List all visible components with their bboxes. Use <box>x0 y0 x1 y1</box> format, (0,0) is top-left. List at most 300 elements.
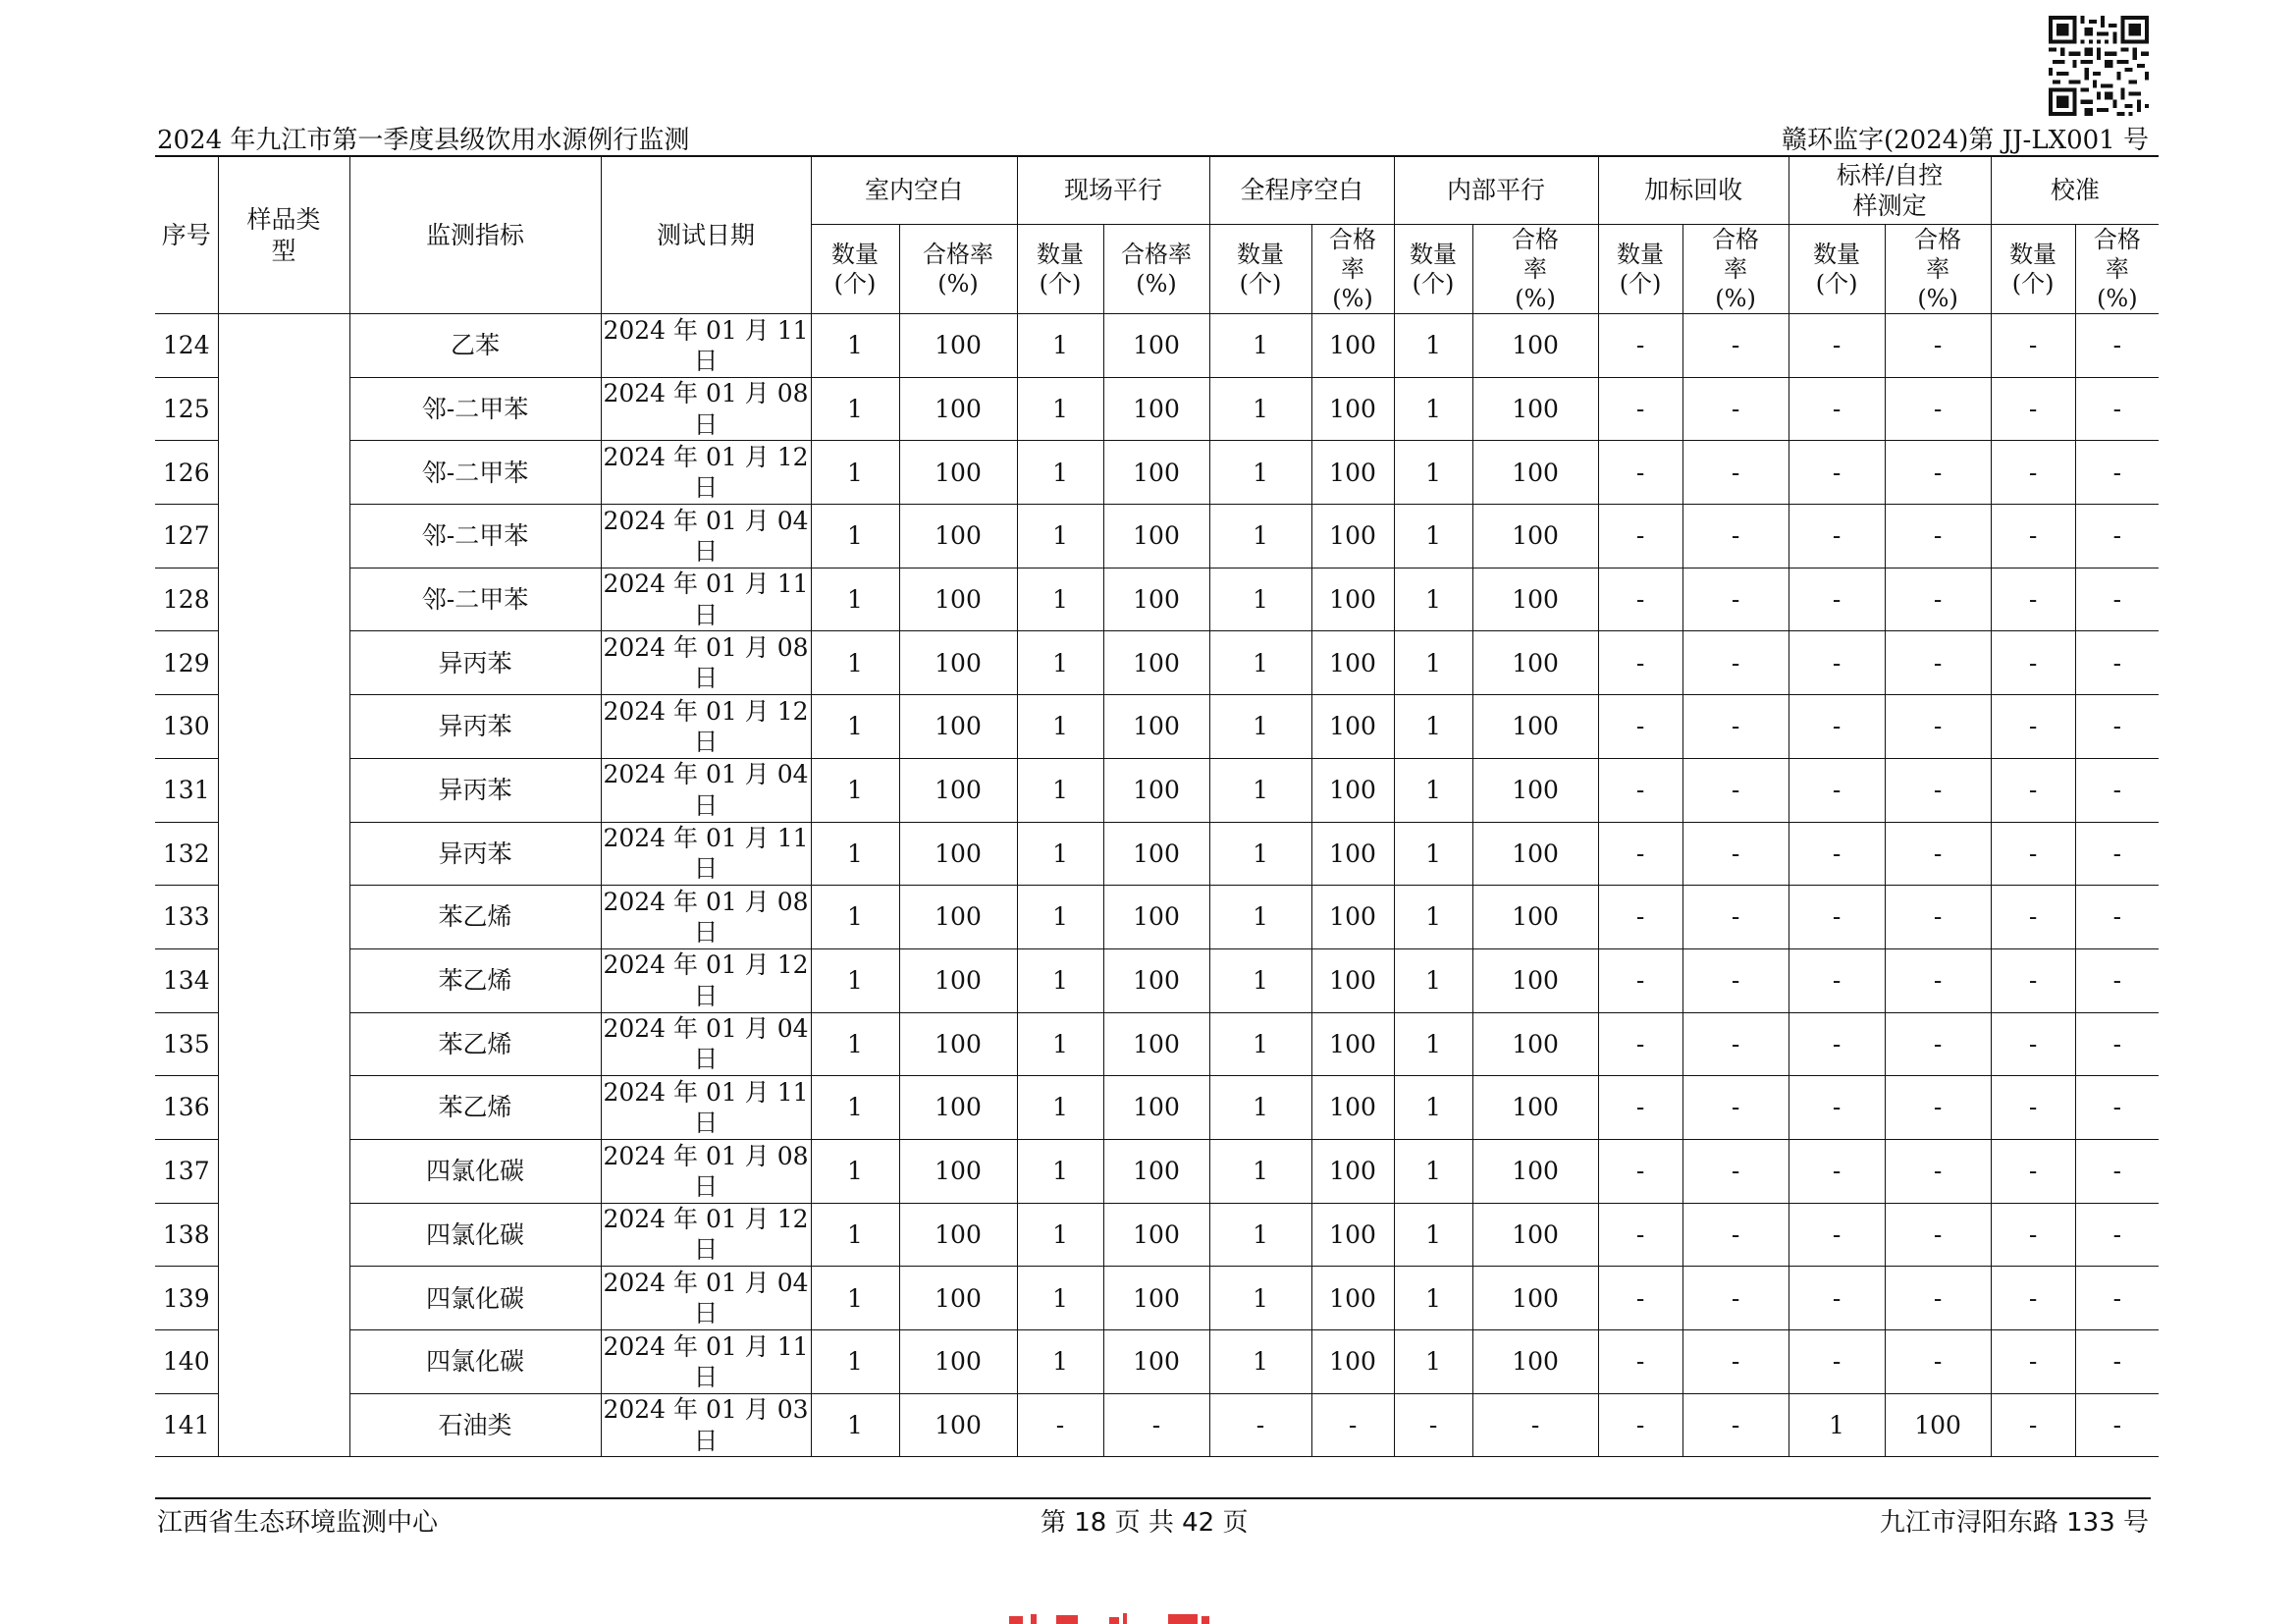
table-row <box>155 695 2159 759</box>
row-index: 141 <box>155 1393 218 1457</box>
count-cell: 1 <box>1394 505 1472 568</box>
row-index: 125 <box>155 377 218 441</box>
count-cell: - <box>1789 1203 1885 1267</box>
rate-cell: 100 <box>1311 1330 1394 1394</box>
count-cell: 1 <box>1394 377 1472 441</box>
date-cell: 2024 年 01 月 11 日 <box>601 568 811 631</box>
date-cell: 2024 年 01 月 12 日 <box>601 695 811 759</box>
rate-cell: - <box>2075 1139 2159 1203</box>
date-cell: 2024 年 01 月 04 日 <box>601 1267 811 1330</box>
count-cell: 1 <box>1394 1203 1472 1267</box>
indicator-cell: 四氯化碳 <box>349 1203 601 1267</box>
rate-cell: - <box>1885 886 1991 949</box>
table-row <box>155 1139 2159 1203</box>
date-cell: 2024 年 01 月 04 日 <box>601 505 811 568</box>
table-row <box>155 377 2159 441</box>
rate-cell: 100 <box>1472 886 1598 949</box>
count-cell: - <box>1789 948 1885 1012</box>
date-cell: 2024 年 01 月 04 日 <box>601 758 811 822</box>
rate-cell: 100 <box>1311 441 1394 505</box>
count-cell: - <box>1598 1139 1682 1203</box>
count-cell: 1 <box>1394 1076 1472 1140</box>
rate-cell: 100 <box>1103 1203 1209 1267</box>
table-row <box>155 1076 2159 1140</box>
rate-cell: 100 <box>1311 695 1394 759</box>
count-cell: 1 <box>811 441 899 505</box>
count-cell: 1 <box>1209 758 1311 822</box>
page-number: 第 18 页 共 42 页 <box>1041 1508 1249 1538</box>
rate-cell: 100 <box>899 1139 1017 1203</box>
rate-cell: 100 <box>1103 822 1209 886</box>
rate-cell: 100 <box>1472 1139 1598 1203</box>
row-index: 126 <box>155 441 218 505</box>
count-cell: 1 <box>1394 1012 1472 1076</box>
count-cell: 1 <box>1017 631 1103 695</box>
col-index-header: 序号 <box>155 156 218 314</box>
rate-cell: - <box>1682 631 1789 695</box>
count-cell: 1 <box>1017 695 1103 759</box>
rate-cell: 100 <box>899 1393 1017 1457</box>
count-cell: 1 <box>1017 377 1103 441</box>
rate-subheader <box>2075 225 2159 314</box>
date-cell: 2024 年 01 月 12 日 <box>601 441 811 505</box>
rate-cell: 100 <box>1311 1012 1394 1076</box>
group-header: 加标回收 <box>1598 156 1789 225</box>
rate-cell: 100 <box>1311 1076 1394 1140</box>
count-cell: - <box>1991 568 2075 631</box>
count-subheader <box>1017 225 1103 314</box>
count-cell: - <box>1598 1393 1682 1457</box>
count-cell: - <box>1598 441 1682 505</box>
rate-cell: - <box>1885 1076 1991 1140</box>
rate-subheader <box>1311 225 1394 314</box>
rate-cell: - <box>1682 1393 1789 1457</box>
table-row <box>155 1012 2159 1076</box>
count-cell: 1 <box>1394 695 1472 759</box>
rate-cell: 100 <box>899 505 1017 568</box>
count-cell: 1 <box>1209 314 1311 378</box>
count-cell: - <box>1598 822 1682 886</box>
date-cell: 2024 年 01 月 11 日 <box>601 1076 811 1140</box>
rate-cell: - <box>2075 948 2159 1012</box>
row-index: 135 <box>155 1012 218 1076</box>
row-index: 136 <box>155 1076 218 1140</box>
count-cell: 1 <box>1017 568 1103 631</box>
count-cell: - <box>1991 886 2075 949</box>
rate-cell: 100 <box>1472 948 1598 1012</box>
rate-cell: - <box>2075 822 2159 886</box>
group-header <box>1789 156 1991 225</box>
rate-cell: - <box>1682 948 1789 1012</box>
count-cell: 1 <box>811 1393 899 1457</box>
indicator-cell: 邻-二甲苯 <box>349 441 601 505</box>
count-cell: - <box>1598 948 1682 1012</box>
rate-cell: 100 <box>1103 631 1209 695</box>
rate-cell: - <box>2075 314 2159 378</box>
rate-cell: 100 <box>1472 822 1598 886</box>
row-index: 127 <box>155 505 218 568</box>
count-cell: 1 <box>1209 1203 1311 1267</box>
quality-control-table <box>155 155 2159 1457</box>
count-cell: - <box>1789 886 1885 949</box>
indicator-cell: 苯乙烯 <box>349 1012 601 1076</box>
indicator-cell: 乙苯 <box>349 314 601 378</box>
rate-cell: 100 <box>899 886 1017 949</box>
rate-cell: - <box>2075 568 2159 631</box>
rate-cell: - <box>1682 1330 1789 1394</box>
qr-code-icon <box>2049 16 2149 116</box>
rate-cell: - <box>2075 631 2159 695</box>
row-index: 129 <box>155 631 218 695</box>
red-seal-stamp-icon <box>1001 1610 1296 1624</box>
rate-cell: - <box>1682 1076 1789 1140</box>
count-cell: 1 <box>1209 505 1311 568</box>
row-index: 134 <box>155 948 218 1012</box>
table-row <box>155 441 2159 505</box>
rate-cell: - <box>1885 1267 1991 1330</box>
count-cell: - <box>1991 1267 2075 1330</box>
count-cell: 1 <box>1209 695 1311 759</box>
rate-cell: - <box>1682 758 1789 822</box>
indicator-cell: 异丙苯 <box>349 822 601 886</box>
indicator-cell: 苯乙烯 <box>349 886 601 949</box>
subheader-text: 数量(个) <box>1037 241 1084 298</box>
count-cell: 1 <box>1017 505 1103 568</box>
rate-cell: - <box>2075 1203 2159 1267</box>
count-cell: 1 <box>1394 948 1472 1012</box>
count-cell: 1 <box>1394 1267 1472 1330</box>
rate-cell: 100 <box>1311 1267 1394 1330</box>
indicator-cell: 异丙苯 <box>349 758 601 822</box>
count-cell: 1 <box>1209 631 1311 695</box>
count-cell: 1 <box>1017 1203 1103 1267</box>
rate-cell: 100 <box>899 1012 1017 1076</box>
date-cell: 2024 年 01 月 12 日 <box>601 948 811 1012</box>
col-sample-type-header <box>218 156 349 314</box>
indicator-cell: 四氯化碳 <box>349 1139 601 1203</box>
indicator-cell: 邻-二甲苯 <box>349 568 601 631</box>
rate-cell: 100 <box>1103 505 1209 568</box>
indicator-cell: 四氯化碳 <box>349 1330 601 1394</box>
subheader-text: 合格率(%) <box>1121 241 1193 298</box>
rate-subheader <box>1103 225 1209 314</box>
rate-cell: 100 <box>899 1267 1017 1330</box>
rate-cell: - <box>2075 1076 2159 1140</box>
count-cell: 1 <box>1017 1330 1103 1394</box>
subheader-text: 数量(个) <box>1410 241 1458 298</box>
count-cell: - <box>1991 822 2075 886</box>
count-cell: - <box>1789 1076 1885 1140</box>
table-row <box>155 314 2159 378</box>
count-cell: - <box>1017 1393 1103 1457</box>
indicator-cell: 苯乙烯 <box>349 1076 601 1140</box>
rate-cell: - <box>1682 505 1789 568</box>
count-cell: - <box>1598 1203 1682 1267</box>
rate-cell: - <box>1682 1203 1789 1267</box>
rate-cell: - <box>1682 377 1789 441</box>
count-cell: 1 <box>1017 1267 1103 1330</box>
count-cell: 1 <box>811 1012 899 1076</box>
rate-cell: - <box>1885 568 1991 631</box>
indicator-cell: 四氯化碳 <box>349 1267 601 1330</box>
row-index: 124 <box>155 314 218 378</box>
rate-cell: 100 <box>1472 631 1598 695</box>
rate-cell: - <box>1885 1139 1991 1203</box>
rate-cell: - <box>1682 822 1789 886</box>
count-cell: - <box>1991 377 2075 441</box>
count-cell: 1 <box>1017 1012 1103 1076</box>
count-cell: - <box>1991 441 2075 505</box>
count-cell: - <box>1991 1012 2075 1076</box>
count-cell: - <box>1991 1139 2075 1203</box>
group-header: 内部平行 <box>1394 156 1598 225</box>
count-cell: - <box>1991 631 2075 695</box>
rate-subheader <box>899 225 1017 314</box>
rate-cell: - <box>1682 1267 1789 1330</box>
count-cell: 1 <box>1209 1139 1311 1203</box>
count-cell: 1 <box>811 695 899 759</box>
rate-cell: 100 <box>899 948 1017 1012</box>
rate-cell: 100 <box>1103 568 1209 631</box>
table-body <box>155 314 2159 1457</box>
indicator-cell: 邻-二甲苯 <box>349 377 601 441</box>
count-cell: - <box>1394 1393 1472 1457</box>
count-cell: - <box>1789 1330 1885 1394</box>
rate-cell: - <box>1885 1330 1991 1394</box>
count-cell: 1 <box>811 1076 899 1140</box>
rate-cell: - <box>1682 441 1789 505</box>
subheader-text: 数量(个) <box>2009 241 2057 298</box>
count-cell: 1 <box>1017 314 1103 378</box>
count-cell: 1 <box>1209 948 1311 1012</box>
footer-organization: 江西省生态环境监测中心 <box>157 1508 439 1538</box>
rate-cell: - <box>1103 1393 1209 1457</box>
rate-cell: - <box>2075 758 2159 822</box>
rate-cell: 100 <box>1103 1330 1209 1394</box>
count-cell: 1 <box>1017 822 1103 886</box>
table-row <box>155 505 2159 568</box>
count-cell: 1 <box>1394 1139 1472 1203</box>
count-cell: 1 <box>811 1267 899 1330</box>
count-cell: - <box>1991 1203 2075 1267</box>
row-index: 130 <box>155 695 218 759</box>
group-header-text: 标样/自控样测定 <box>1836 160 1944 220</box>
rate-cell: 100 <box>1103 1012 1209 1076</box>
rate-cell: 100 <box>1103 314 1209 378</box>
rate-subheader <box>1472 225 1598 314</box>
rate-cell: - <box>2075 1330 2159 1394</box>
rate-cell: - <box>1682 695 1789 759</box>
row-index: 139 <box>155 1267 218 1330</box>
count-cell: 1 <box>1209 1076 1311 1140</box>
rate-cell: 100 <box>1311 1203 1394 1267</box>
count-cell: - <box>1789 441 1885 505</box>
count-cell: - <box>1991 314 2075 378</box>
count-cell: - <box>1598 568 1682 631</box>
rate-cell: 100 <box>899 1076 1017 1140</box>
rate-cell: - <box>1885 1203 1991 1267</box>
rate-cell: - <box>2075 441 2159 505</box>
count-subheader <box>1991 225 2075 314</box>
rate-cell: - <box>2075 1267 2159 1330</box>
date-cell: 2024 年 01 月 08 日 <box>601 377 811 441</box>
rate-cell: 100 <box>1311 314 1394 378</box>
count-cell: - <box>1991 948 2075 1012</box>
count-cell: 1 <box>811 822 899 886</box>
rate-cell: - <box>1885 758 1991 822</box>
table-row <box>155 568 2159 631</box>
subheader-text: 数量(个) <box>1237 241 1285 298</box>
rate-cell: - <box>1682 1139 1789 1203</box>
count-cell: - <box>1991 505 2075 568</box>
rate-cell: - <box>2075 377 2159 441</box>
date-cell: 2024 年 01 月 11 日 <box>601 314 811 378</box>
count-cell: 1 <box>1394 758 1472 822</box>
rate-cell: 100 <box>1472 1203 1598 1267</box>
count-cell: - <box>1991 1330 2075 1394</box>
footer-rule <box>155 1497 2151 1499</box>
rate-cell: - <box>1311 1393 1394 1457</box>
rate-cell: - <box>1885 822 1991 886</box>
count-cell: 1 <box>1209 1330 1311 1394</box>
row-index: 140 <box>155 1330 218 1394</box>
sample-type-cell <box>218 314 349 1457</box>
date-cell: 2024 年 01 月 04 日 <box>601 1012 811 1076</box>
count-cell: 1 <box>1394 631 1472 695</box>
rate-cell: - <box>2075 1012 2159 1076</box>
date-cell: 2024 年 01 月 12 日 <box>601 1203 811 1267</box>
rate-cell: - <box>2075 1393 2159 1457</box>
date-cell: 2024 年 01 月 08 日 <box>601 1139 811 1203</box>
rate-cell: - <box>1885 377 1991 441</box>
rate-cell: 100 <box>1311 631 1394 695</box>
rate-cell: 100 <box>1311 1139 1394 1203</box>
rate-cell: 100 <box>1472 1012 1598 1076</box>
count-cell: 1 <box>1394 822 1472 886</box>
table-row <box>155 631 2159 695</box>
count-cell: - <box>1598 505 1682 568</box>
count-cell: 1 <box>811 568 899 631</box>
rate-cell: 100 <box>1103 1076 1209 1140</box>
count-subheader <box>811 225 899 314</box>
count-cell: - <box>1991 1076 2075 1140</box>
subheader-text: 数量(个) <box>1617 241 1665 298</box>
count-cell: 1 <box>811 886 899 949</box>
count-cell: - <box>1991 758 2075 822</box>
row-index: 132 <box>155 822 218 886</box>
rate-cell: 100 <box>1103 695 1209 759</box>
rate-cell: 100 <box>1472 377 1598 441</box>
rate-cell: - <box>1682 568 1789 631</box>
subheader-text: 合格率(%) <box>1712 226 1760 312</box>
rate-cell: - <box>2075 505 2159 568</box>
count-cell: - <box>1789 505 1885 568</box>
count-cell: 1 <box>811 1203 899 1267</box>
count-cell: - <box>1598 631 1682 695</box>
count-cell: - <box>1789 1267 1885 1330</box>
date-cell: 2024 年 01 月 08 日 <box>601 886 811 949</box>
report-number: 赣环监字(2024)第 JJ-LX001 号 <box>1781 126 2149 155</box>
date-cell: 2024 年 01 月 08 日 <box>601 631 811 695</box>
count-cell: 1 <box>1209 568 1311 631</box>
count-cell: 1 <box>1394 886 1472 949</box>
count-cell: - <box>1209 1393 1311 1457</box>
rate-cell: - <box>1885 695 1991 759</box>
rate-cell: 100 <box>899 314 1017 378</box>
count-cell: 1 <box>811 948 899 1012</box>
rate-cell: 100 <box>899 695 1017 759</box>
rate-cell: 100 <box>1311 377 1394 441</box>
count-cell: 1 <box>811 631 899 695</box>
col-indicator-header: 监测指标 <box>349 156 601 314</box>
rate-cell: 100 <box>1472 1076 1598 1140</box>
group-header: 室内空白 <box>811 156 1017 225</box>
rate-cell: - <box>1885 948 1991 1012</box>
rate-cell: 100 <box>1103 441 1209 505</box>
count-subheader <box>1789 225 1885 314</box>
count-cell: 1 <box>811 377 899 441</box>
count-cell: 1 <box>1017 1139 1103 1203</box>
table-row <box>155 1267 2159 1330</box>
subheader-text: 合格率(%) <box>1914 226 1962 312</box>
count-cell: 1 <box>1209 1012 1311 1076</box>
date-cell: 2024 年 01 月 11 日 <box>601 822 811 886</box>
count-cell: - <box>1598 1330 1682 1394</box>
rate-cell: 100 <box>1472 758 1598 822</box>
rate-cell: 100 <box>1885 1393 1991 1457</box>
row-index: 138 <box>155 1203 218 1267</box>
rate-cell: 100 <box>899 568 1017 631</box>
count-cell: - <box>1789 758 1885 822</box>
rate-cell: 100 <box>1311 505 1394 568</box>
rate-cell: 100 <box>1103 758 1209 822</box>
count-cell: 1 <box>1789 1393 1885 1457</box>
rate-cell: 100 <box>1311 948 1394 1012</box>
rate-cell: - <box>2075 695 2159 759</box>
row-index: 131 <box>155 758 218 822</box>
rate-cell: 100 <box>1472 695 1598 759</box>
rate-cell: 100 <box>1103 377 1209 441</box>
rate-cell: - <box>1885 314 1991 378</box>
group-header: 校准 <box>1991 156 2159 225</box>
count-cell: 1 <box>1209 377 1311 441</box>
count-cell: 1 <box>811 505 899 568</box>
rate-cell: 100 <box>1472 568 1598 631</box>
rate-cell: 100 <box>899 822 1017 886</box>
count-cell: 1 <box>1017 886 1103 949</box>
rate-cell: - <box>1472 1393 1598 1457</box>
table-row <box>155 1203 2159 1267</box>
group-header: 现场平行 <box>1017 156 1209 225</box>
indicator-cell: 苯乙烯 <box>349 948 601 1012</box>
count-cell: - <box>1598 377 1682 441</box>
date-cell: 2024 年 01 月 11 日 <box>601 1330 811 1394</box>
count-cell: 1 <box>811 1139 899 1203</box>
rate-cell: - <box>1682 314 1789 378</box>
count-cell: - <box>1789 1139 1885 1203</box>
count-subheader <box>1394 225 1472 314</box>
count-cell: - <box>1789 568 1885 631</box>
table-row <box>155 1393 2159 1457</box>
count-cell: 1 <box>1017 441 1103 505</box>
count-cell: 1 <box>1209 1267 1311 1330</box>
rate-cell: 100 <box>1311 568 1394 631</box>
subheader-text: 合格率(%) <box>923 241 993 298</box>
footer-address: 九江市浔阳东路 133 号 <box>1879 1508 2149 1538</box>
rate-cell: - <box>2075 886 2159 949</box>
count-cell: - <box>1598 314 1682 378</box>
row-index: 137 <box>155 1139 218 1203</box>
